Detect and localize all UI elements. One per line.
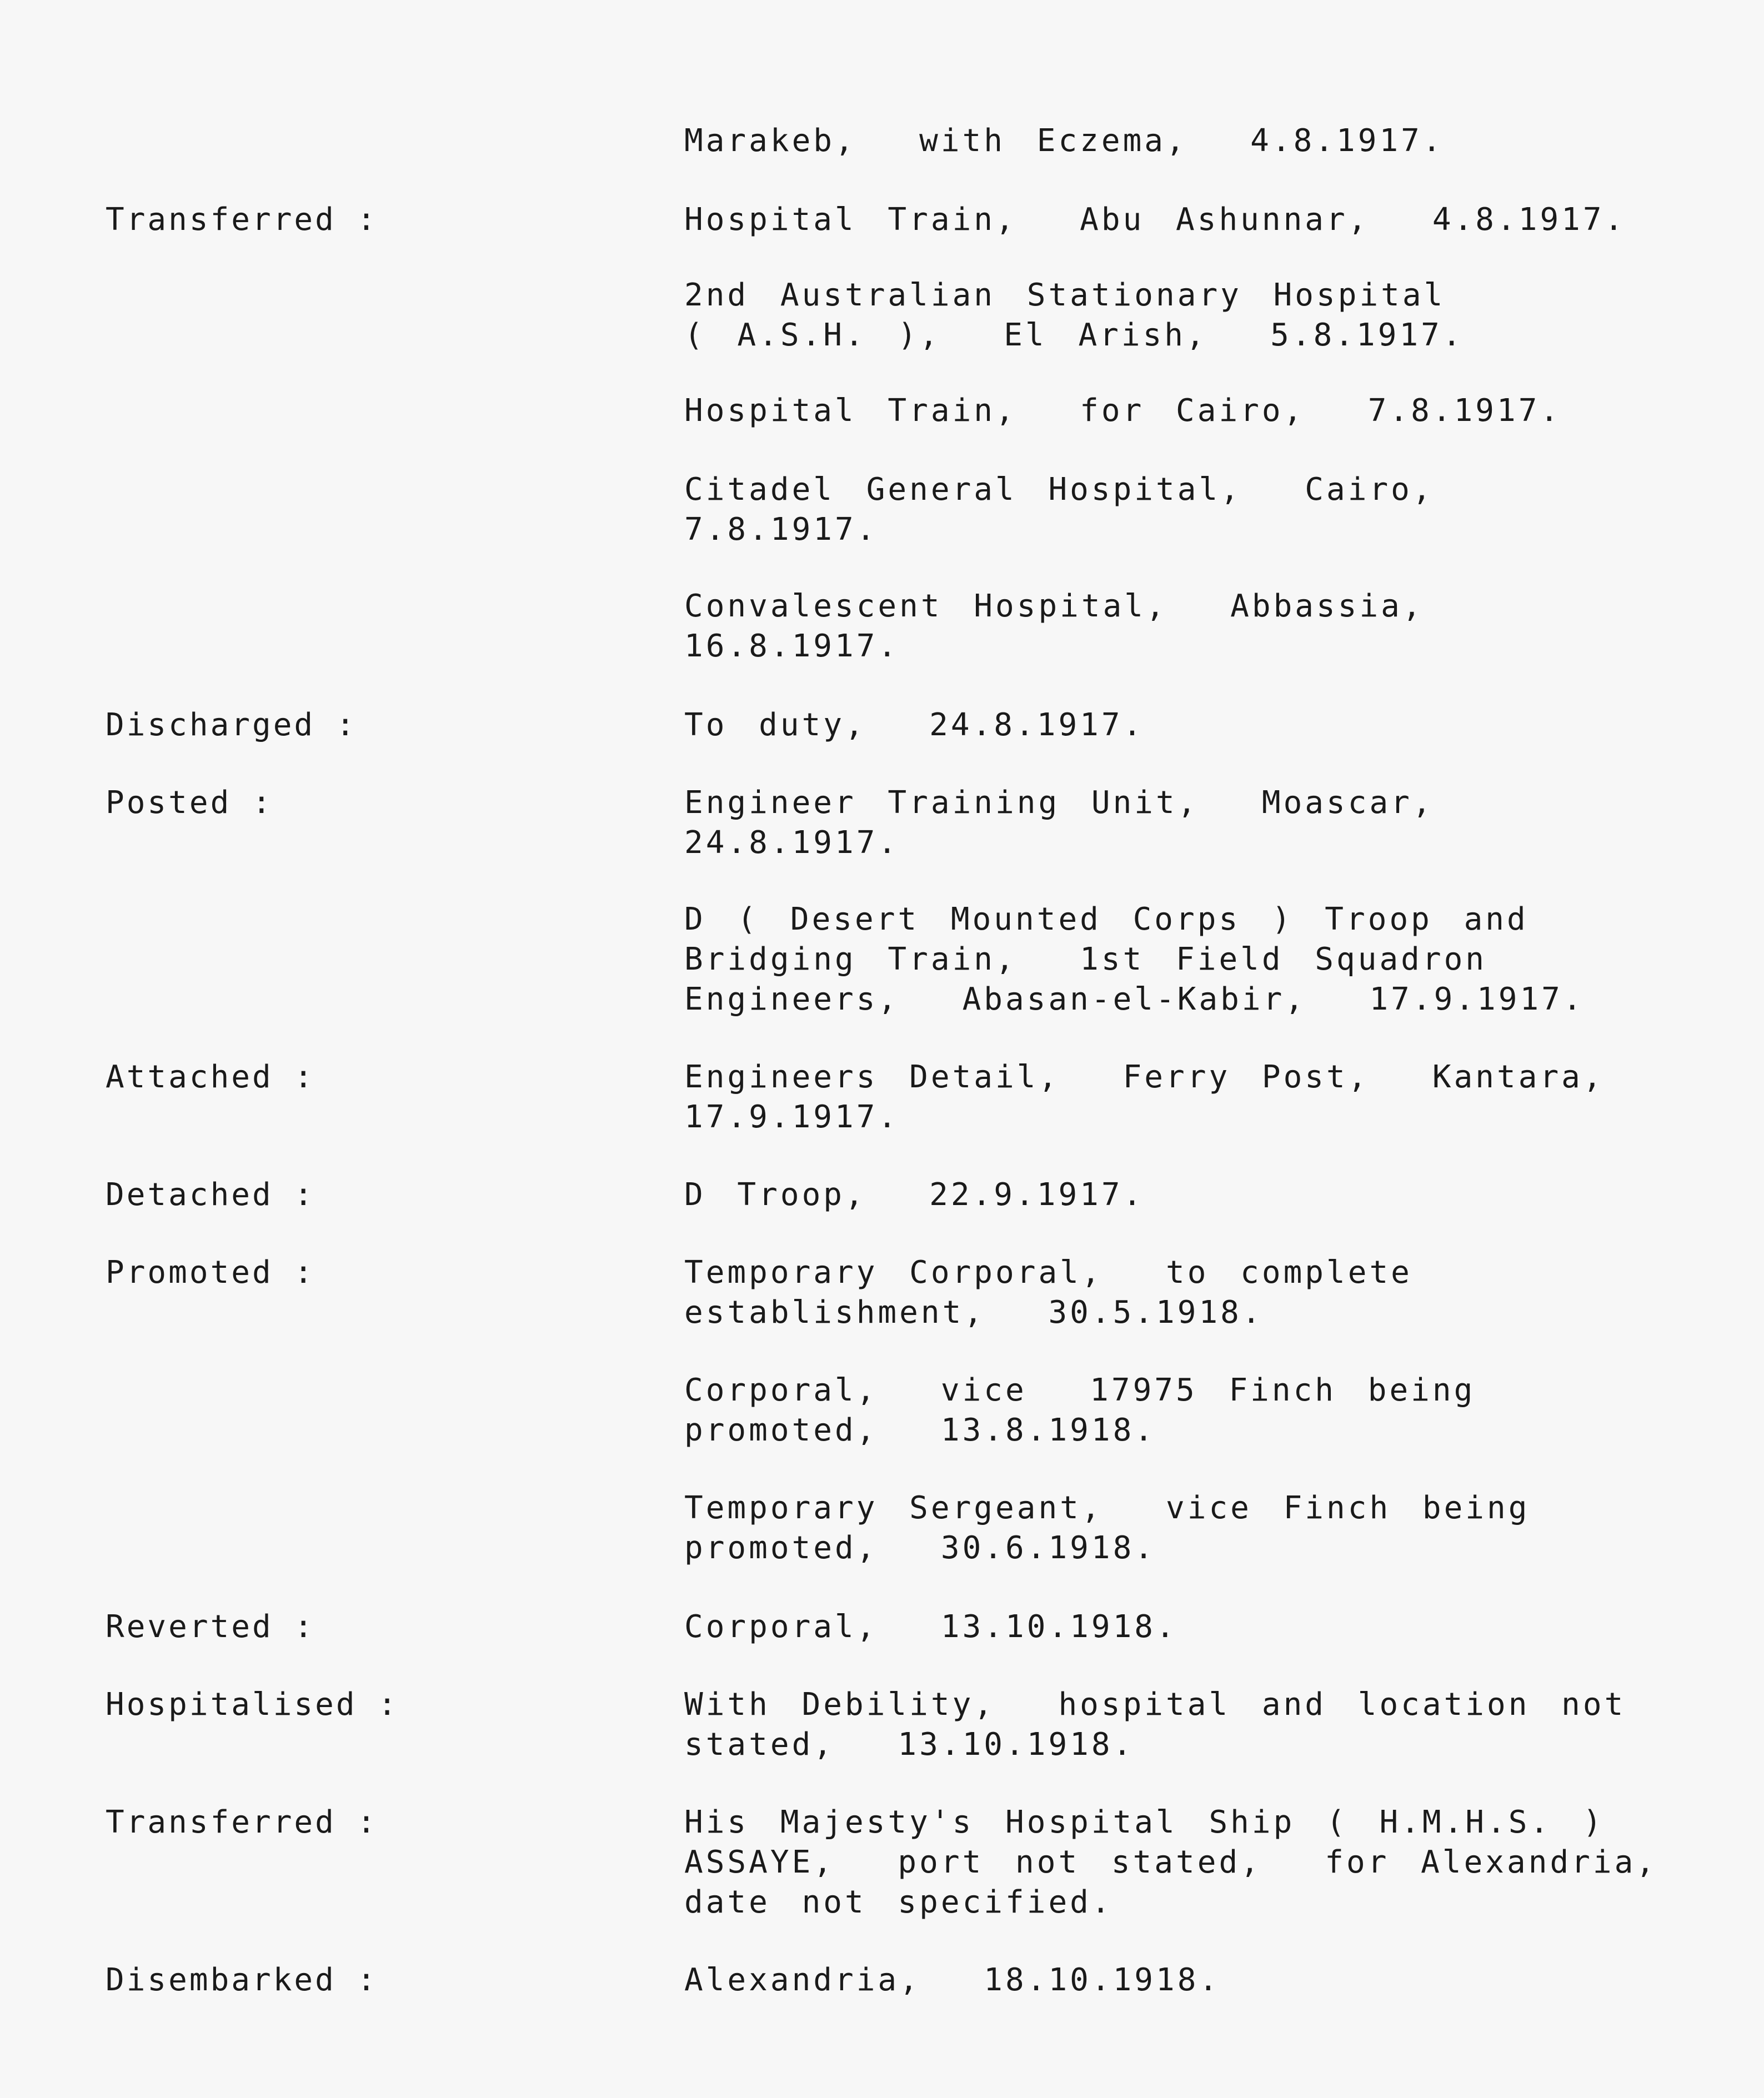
entry-line: Hospital Train, Abu Ashunnar, 4.8.1917. — [684, 202, 1626, 238]
entry-line: date not specified. — [684, 1884, 1113, 1920]
entry-label: Disembarked : — [106, 1962, 378, 1998]
entry-label: Promoted : — [106, 1254, 315, 1291]
entry-line: Citadel General Hospital, Cairo, — [684, 471, 1434, 508]
entry-line: 16.8.1917. — [684, 628, 900, 664]
entry-line: Engineers, Abasan-el-Kabir, 17.9.1917. — [684, 981, 1585, 1017]
entry-line: Marakeb, with Eczema, 4.8.1917. — [684, 123, 1444, 159]
entry-label: Posted : — [106, 785, 273, 821]
entry-line: Hospital Train, for Cairo, 7.8.1917. — [684, 393, 1562, 429]
entry-line: To duty, 24.8.1917. — [684, 707, 1145, 743]
entry-line: Temporary Sergeant, vice Finch being — [684, 1490, 1530, 1526]
entry-label: Attached : — [106, 1059, 315, 1095]
entry-label: Discharged : — [106, 707, 357, 743]
entry-text — [684, 1960, 1740, 2000]
entry-text — [684, 121, 1740, 161]
entry-text — [684, 470, 1740, 550]
entry-text — [684, 1685, 1740, 1765]
entry-line: establishment, 30.5.1918. — [684, 1294, 1264, 1331]
entry-label: Hospitalised : — [106, 1687, 399, 1723]
entry-text — [684, 1803, 1740, 1923]
entry-text — [684, 705, 1740, 745]
entry-text — [684, 1607, 1740, 1647]
entry-text — [684, 783, 1740, 863]
entry-line: His Majesty's Hospital Ship ( H.M.H.S. ) — [684, 1804, 1605, 1840]
entry-text — [684, 391, 1740, 431]
entry-text — [684, 586, 1740, 666]
entry-line: Alexandria, 18.10.1918. — [684, 1962, 1221, 1998]
entry-text — [684, 1057, 1740, 1137]
entry-text — [684, 1253, 1740, 1333]
entry-label: Transferred : — [106, 202, 378, 238]
entry-line: stated, 13.10.1918. — [684, 1726, 1135, 1763]
entry-line: ASSAYE, port not stated, for Alexandria, — [684, 1844, 1658, 1880]
entry-line: 7.8.1917. — [684, 511, 878, 548]
entry-text — [684, 1371, 1740, 1450]
entry-text — [684, 275, 1740, 355]
entry-line: With Debility, hospital and location not — [684, 1687, 1626, 1723]
entry-line: Engineers Detail, Ferry Post, Kantara, — [684, 1059, 1605, 1095]
entry-text — [684, 900, 1740, 1020]
entry-line: 2nd Australian Stationary Hospital — [684, 277, 1446, 313]
entry-line: Corporal, vice 17975 Finch being — [684, 1372, 1476, 1408]
entry-line: Bridging Train, 1st Field Squadron — [684, 941, 1487, 977]
entry-line: Engineer Training Unit, Moascar, — [684, 785, 1434, 821]
entry-label: Detached : — [106, 1177, 315, 1213]
entry-line: D Troop, 22.9.1917. — [684, 1177, 1145, 1213]
entry-line: promoted, 13.8.1918. — [684, 1412, 1156, 1448]
entry-line: promoted, 30.6.1918. — [684, 1530, 1156, 1566]
entry-label: Reverted : — [106, 1609, 315, 1645]
entry-text — [684, 200, 1740, 240]
entry-line: 24.8.1917. — [684, 825, 900, 861]
entry-text — [684, 1488, 1740, 1568]
entry-line: Temporary Corporal, to complete — [684, 1254, 1412, 1291]
entry-line: ( A.S.H. ), El Arish, 5.8.1917. — [684, 317, 1464, 353]
entry-label: Transferred : — [106, 1804, 378, 1840]
entry-line: 17.9.1917. — [684, 1099, 900, 1135]
entry-line: Corporal, 13.10.1918. — [684, 1609, 1177, 1645]
entry-text — [684, 1175, 1740, 1215]
entry-line: D ( Desert Mounted Corps ) Troop and — [684, 901, 1529, 937]
entry-line: Convalescent Hospital, Abbassia, — [684, 588, 1424, 624]
